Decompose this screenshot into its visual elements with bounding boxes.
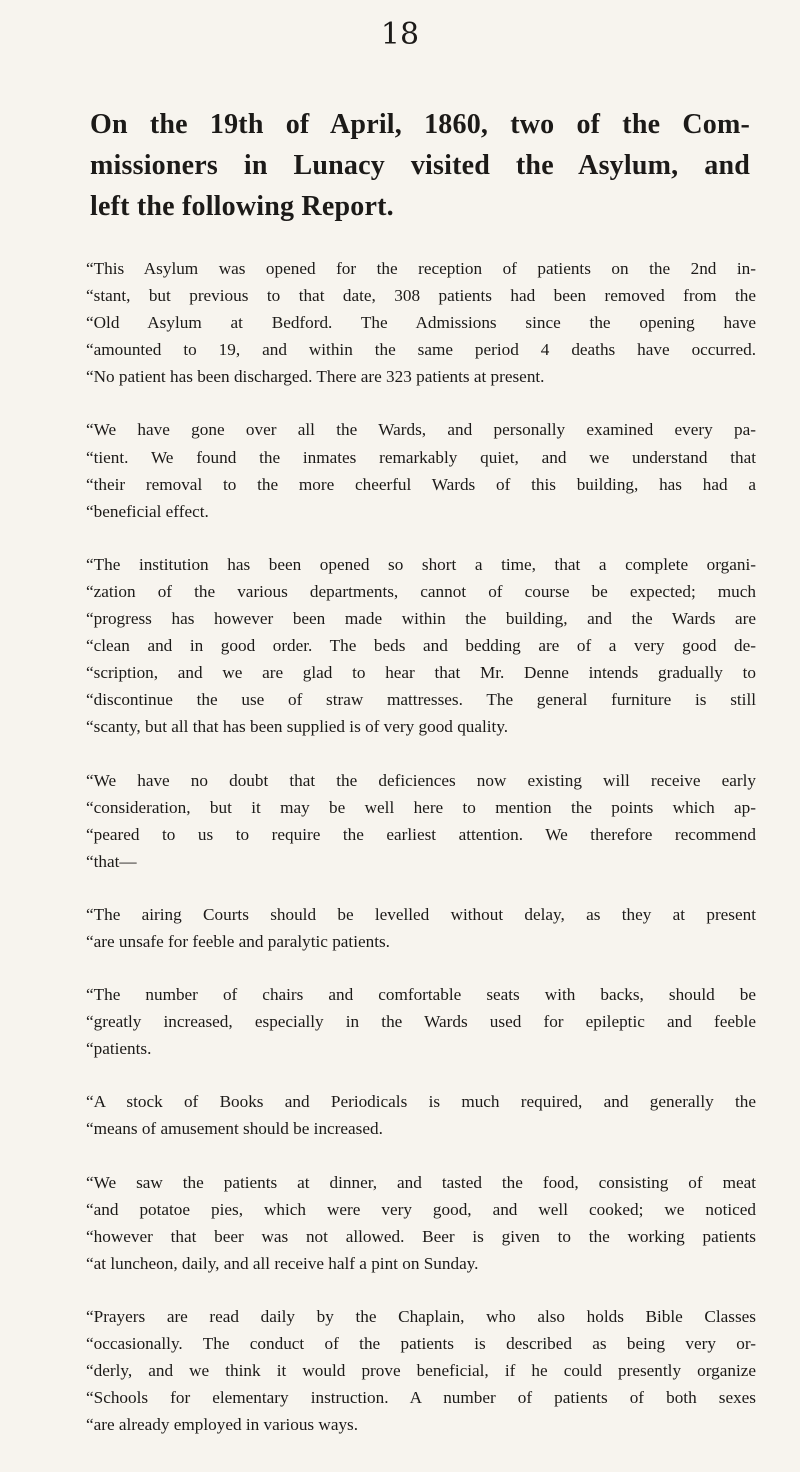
text-line: “their removal to the more cheerful Wards of this building, has had a xyxy=(86,474,756,494)
paragraph-wards-examined xyxy=(86,416,756,524)
text-line: “The number of chairs and comfortable seats with backs, should be xyxy=(86,985,756,1005)
text-line: “occasionally. The conduct of the patients is described as being very or- xyxy=(86,1334,756,1353)
text-line: “The institution has been opened so short a time, that a complete organi- xyxy=(86,554,756,574)
text-line: “means of amusement should be increased. xyxy=(86,1119,383,1139)
text-line: “We saw the patients at dinner, and tasted the food, consisting of meat xyxy=(86,1172,756,1192)
paragraph-chairs xyxy=(86,981,756,1062)
text-line: “stant, but previous to that date, 308 patients had been removed from the xyxy=(86,286,756,306)
paragraph-asylum-opening xyxy=(86,255,756,390)
paragraph-deficiences xyxy=(86,767,756,875)
paragraph-airing-courts xyxy=(86,901,756,955)
text-line: “that— xyxy=(86,851,137,871)
text-line: “however that beer was not allowed. Beer is given to the working patients xyxy=(86,1226,756,1246)
text-line: “and potatoe pies, which were very good, and well cooked; we noticed xyxy=(86,1199,756,1219)
text-line: “patients. xyxy=(86,1039,152,1059)
text-line: “We have no doubt that the deficiences now existing will receive early xyxy=(86,770,756,790)
text-line: “consideration, but it may be well here to mention the points which ap- xyxy=(86,797,756,817)
text-line: “Old Asylum at Bedford. The Admissions since the opening have xyxy=(86,313,756,333)
text-line: “A stock of Books and Periodicals is much required, and generally the xyxy=(86,1092,756,1112)
text-line: “We have gone over all the Wards, and personally examined every pa- xyxy=(86,420,756,440)
text-line: “are already employed in various ways. xyxy=(86,1415,359,1435)
paragraph-prayers xyxy=(86,1303,756,1438)
text-line: “progress has however been made within the building, and the Wards are xyxy=(86,609,756,629)
report-body xyxy=(86,255,756,1464)
text-line: “derly, and we think it would prove beneficial, if he could presently organize xyxy=(86,1361,756,1381)
text-line: “peared to us to require the earliest attention. We therefore recommend xyxy=(86,824,756,844)
paragraph-books xyxy=(86,1088,756,1142)
text-line: “Schools for elementary instruction. A number of patients of both sexes xyxy=(86,1388,756,1408)
text-line: “This Asylum was opened for the reception of patients on the 2nd in- xyxy=(86,259,756,278)
text-line: “greatly increased, especially in the Wards used for epileptic and feeble xyxy=(86,1012,756,1032)
heading-line: On the 19th of April, 1860, two of the Com- xyxy=(90,109,750,140)
text-line: “are unsafe for feeble and paralytic patients. xyxy=(86,931,390,951)
text-line: “The airing Courts should be levelled without delay, as they at present xyxy=(86,904,756,924)
text-line: “amounted to 19, and within the same period 4 deaths have occurred. xyxy=(86,340,756,360)
text-line: “discontinue the use of straw mattresses. The general furniture is still xyxy=(86,690,756,710)
report-heading xyxy=(90,104,750,227)
text-line: “scription, and we are glad to hear that Mr. Denne intends gradually to xyxy=(86,663,756,683)
text-line: “tient. We found the inmates remarkably quiet, and we understand that xyxy=(86,447,756,467)
heading-line: missioners in Lunacy visited the Asylum, and xyxy=(90,150,750,181)
text-line: “Prayers are read daily by the Chaplain, who also holds Bible Classes xyxy=(86,1306,756,1326)
paragraph-organization xyxy=(86,551,756,741)
text-line: “clean and in good order. The beds and bedding are of a very good de- xyxy=(86,636,756,656)
text-line: “zation of the various departments, cannot of course be expected; much xyxy=(86,581,756,601)
text-line: “No patient has been discharged. There are 323 patients at present. xyxy=(86,367,545,387)
paragraph-dinner xyxy=(86,1169,756,1277)
page-number: 18 xyxy=(380,17,420,52)
text-line: “beneficial effect. xyxy=(86,501,209,521)
text-line: “at luncheon, daily, and all receive half a pint on Sunday. xyxy=(86,1253,479,1273)
text-line: “scanty, but all that has been supplied is of very good quality. xyxy=(86,717,509,737)
heading-line: left the following Report. xyxy=(90,191,394,222)
